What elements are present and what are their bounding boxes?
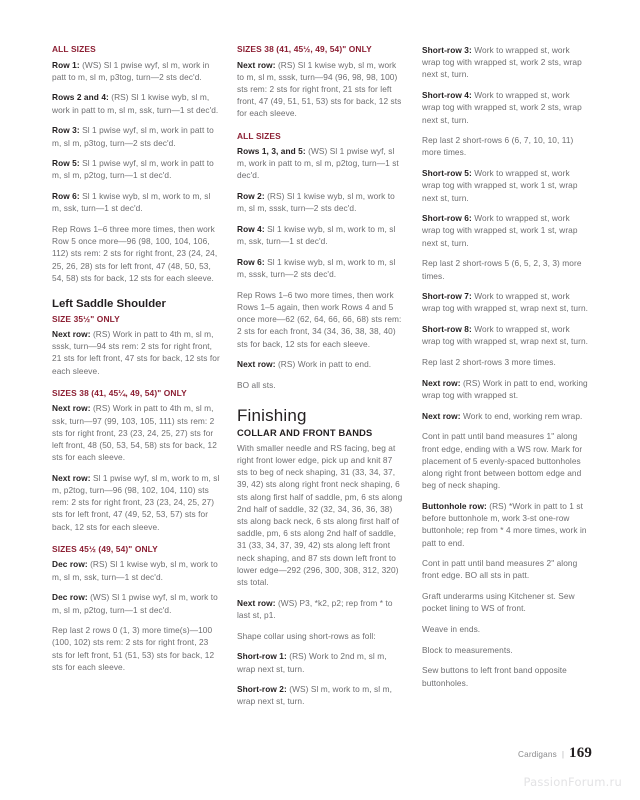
row-text: (WS) Sl 1 pwise wyf, sl m, work in patt to m, sl m, p3tog, turn—2 sts dec'd. (52, 59, 210, 82)
row-text: Work to wrapped st, work wrap tog with wrapped st, wrap next st, turn. (422, 324, 589, 347)
instruction-next-row-size35 (52, 328, 220, 377)
row-label: Rows 2 and 4: (52, 92, 109, 103)
row-label: Row 4: (237, 224, 265, 235)
instruction-next-row-sizes38 (237, 59, 405, 120)
instruction-collar-pickup (237, 442, 405, 588)
instruction-buttonhole-row (422, 500, 590, 549)
instruction-row-1 (52, 59, 220, 83)
heading-size-35: SIZE 35½" ONLY (52, 313, 120, 324)
three-column-layout (52, 44, 592, 734)
row-text: (RS) Sl 1 kwise wyb, sl m, work in patt to m, sl m, ssk, turn—1 st dec'd. (52, 92, 219, 115)
row-label: Next row: (52, 472, 91, 483)
instruction-next-row-rem-wrap (422, 410, 590, 422)
instruction-rows-1-3-5 (237, 145, 405, 182)
heading-sizes-45: SIZES 45½ (49, 54)" ONLY (52, 543, 158, 554)
row-label: Next row: (237, 597, 276, 608)
instruction-short-row-6 (422, 212, 590, 249)
instruction-next-row-ribbing (237, 597, 405, 621)
instruction-short-row-2 (237, 683, 405, 707)
row-label: Short-row 5: (422, 168, 472, 179)
instruction-repeat-rows (52, 223, 220, 284)
row-text: Sl 1 pwise wyf, sl m, work to m, sl m, p2tog, turn—96 (98, 102, 104, 110) sts rem: 2 sts for right front, 23 (23, 24, 25, 27) sts for left front, 47 (49, 52, 53, 57) sts for back, 12 sts for each sleeve. (52, 472, 220, 532)
row-label: Short-row 1: (237, 651, 287, 662)
instruction-row-4 (237, 223, 405, 247)
heading-all-sizes: ALL SIZES (52, 44, 96, 54)
row-text: With smaller needle and RS facing, beg at right front lower edge, pick up and knit 87 sts to beg of neck shaping, 31 (33, 34, 37, 39, 42) sts along right front neck shaping, 6 sts along first half of saddle, pm, 6 sts along 2nd half of saddle, 32 (32, 34, 36, 36, 38) sts along back neck, 6 sts along first half of saddle, pm, 6 sts along 2nd half of saddle, 31 (33, 34, 37, 39, 42) sts along left front neck shaping, and 87 sts down left front to lower edge—292 (296, 300, 308, 312, 320) sts total. (237, 442, 403, 587)
instruction-repeat-rows (237, 289, 405, 350)
row-text: Work to wrapped st, work wrap tog with wrapped st, work 2 sts, wrap next st, turn. (422, 45, 582, 80)
instruction-repeat-short-rows-2 (422, 257, 590, 281)
row-label: Rows 1, 3, and 5: (237, 146, 306, 157)
instruction-short-row-1 (237, 650, 405, 674)
instruction-short-row-5 (422, 167, 590, 204)
row-text: Cont in patt until band measures 1" along front edge, ending with a WS row. Mark for placement of 5 evenly-spaced buttonholes along right front between bottom edge and beg of neck shaping. (422, 431, 583, 491)
column-one (52, 44, 220, 734)
row-text: Rep last 2 short-rows 5 (6, 5, 2, 3, 3) more times. (422, 258, 582, 281)
page-footer (518, 745, 592, 762)
row-text: Sew buttons to left front band opposite buttonholes. (422, 665, 567, 688)
instruction-row-6 (237, 256, 405, 280)
row-text: (WS) Sl m, work to m, sl m, wrap next st, turn. (237, 684, 392, 707)
row-label: Next row: (422, 377, 461, 388)
instruction-weave-in-ends (422, 623, 590, 635)
page-number: 169 (569, 745, 592, 761)
row-text: (RS) Work in patt to 4th m, sl m, ssk, turn—97 (99, 103, 105, 111) sts rem: 2 sts for right front, 23 (23, 24, 25, 27) sts for left front, 48 (50, 53, 54, 58) sts for back, 12 sts for each sleeve. (52, 403, 217, 463)
instruction-next-row-sizes38-a (52, 402, 220, 463)
heading-collar-and-front-bands: COLLAR AND FRONT BANDS (237, 428, 373, 439)
heading-left-saddle-shoulder: Left Saddle Shoulder (52, 298, 166, 311)
row-text: (RS) Work in patt to end. (275, 359, 372, 370)
row-text: Rep last 2 short-rows 6 (6, 7, 10, 10, 11) more times. (422, 135, 574, 158)
instruction-sew-buttons (422, 664, 590, 688)
row-label: Short-row 7: (422, 291, 472, 302)
instruction-next-row-patt-to-end (237, 358, 405, 370)
instruction-dec-row-rs (52, 558, 220, 582)
row-text: Sl 1 kwise wyb, sl m, work to m, sl m, ssk, turn—1 st dec'd. (52, 191, 211, 214)
row-text: Work to wrapped st, work wrap tog with wrapped st, work 1 st, wrap next st, turn. (422, 213, 578, 248)
row-text: (WS) Sl 1 pwise wyf, sl m, work to m, sl m, p2tog, turn—1 st dec'd. (52, 592, 218, 615)
row-text: (RS) Work in patt to 4th m, sl m, sssk, turn—94 sts rem: 2 sts for right front, 21 sts for left front, 47 sts for back, 12 sts for each sleeve. (52, 329, 220, 376)
heading-sizes-38: SIZES 38 (41, 45½, 49, 54)" ONLY (237, 44, 372, 54)
heading-sizes-38: SIZES 38 (41, 45¼, 49, 54)" ONLY (52, 387, 187, 398)
row-label: Row 6: (237, 256, 265, 267)
row-text: Work to end, working rem wrap. (460, 410, 583, 421)
watermark: PassionForum.ru (523, 775, 622, 789)
footer-separator: | (561, 749, 565, 759)
row-label: Row 5: (52, 158, 80, 169)
row-text: Sl 1 kwise wyb, sl m, work to m, sl m, ssk, turn—1 st dec'd. (237, 224, 396, 247)
instruction-bind-off (237, 379, 405, 391)
instruction-row-3 (52, 124, 220, 148)
instruction-short-row-7 (422, 290, 590, 314)
row-text: (RS) Work in patt to end, working wrap tog with wrapped st. (422, 377, 588, 400)
row-text: Cont in patt until band measures 2" along front edge. BO all sts in patt. (422, 558, 578, 581)
instruction-next-row-wrap-tog (422, 377, 590, 401)
instruction-row-6 (52, 190, 220, 214)
row-label: Short-row 3: (422, 45, 472, 55)
row-label: Buttonhole row: (422, 500, 487, 511)
row-label: Row 6: (52, 191, 80, 202)
row-text: Sl 1 pwise wyf, sl m, work in patt to m, sl m, p2tog, turn—1 st dec'd. (52, 158, 214, 181)
instruction-block-to-measurements (422, 644, 590, 656)
row-label: Dec row: (52, 559, 88, 570)
column-three (422, 44, 590, 734)
instruction-row-2 (237, 190, 405, 214)
row-text: Rep last 2 short-rows 3 more times. (422, 357, 556, 368)
row-text: (WS) P3, *k2, p2; rep from * to last st, p1. (237, 597, 393, 620)
heading-finishing: Finishing (237, 406, 307, 426)
row-text: (RS) Work to 2nd m, sl m, wrap next st, turn. (237, 651, 387, 674)
instruction-short-row-3 (422, 44, 590, 81)
row-label: Row 3: (52, 125, 80, 136)
row-text: BO all sts. (237, 380, 276, 391)
row-label: Next row: (237, 59, 276, 70)
row-text: (RS) Sl 1 kwise wyb, sl m, work to m, sl m, sssk, turn—2 sts dec'd. (237, 191, 395, 214)
row-text: Sl 1 kwise wyb, sl m, work to m, sl m, sssk, turn—2 sts dec'd. (237, 256, 396, 280)
instruction-cont-band-1-inch (422, 430, 590, 491)
row-text: Sl 1 pwise wyf, sl m, work in patt to m, sl m, p3tog, turn—2 sts dec'd. (52, 125, 214, 148)
row-label: Row 1: (52, 59, 80, 70)
row-text: Work to wrapped st, work wrap tog with wrapped st, wrap next st, turn. (422, 291, 589, 314)
instruction-row-5 (52, 157, 220, 181)
row-label: Next row: (52, 403, 91, 414)
row-text: Weave in ends. (422, 624, 481, 635)
heading-all-sizes: ALL SIZES (237, 130, 281, 141)
instruction-shape-collar (237, 630, 405, 642)
row-text: Graft underarms using Kitchener st. Sew pocket lining to WS of front. (422, 591, 575, 614)
row-label: Row 2: (237, 191, 265, 202)
instruction-next-row-sizes38-b (52, 472, 220, 533)
row-text: (RS) Sl 1 kwise wyb, sl m, work to m, sl m, ssk, turn—1 st dec'd. (52, 559, 218, 582)
row-text: Rep Rows 1–6 two more times, then work Rows 1–5 again, then work Rows 4 and 5 once more—62 (62, 64, 66, 66, 68) sts rem: 2 sts for each front, 34 (34, 36, 38, 38, 40) sts for back, 12 sts for each sleeve. (237, 289, 402, 349)
row-label: Short-row 4: (422, 90, 472, 101)
row-text: (RS) *Work in patt to 1 st before buttonhole m, work 3-st one-row buttonhole; rep from * 4 more times, work in patt to end. (422, 500, 587, 548)
instruction-repeat-last-2-rows (52, 624, 220, 673)
row-text: Rep Rows 1–6 three more times, then work Row 5 once more—96 (98, 100, 104, 106, 112) sts rem: 2 sts for right front, 23 (24, 24, 25, 26, 28) sts for left front, 47 (48, 50, 53, 54, 58) sts for back, 12 sts for each sleeve. (52, 224, 218, 283)
instruction-dec-row-ws (52, 591, 220, 615)
row-label: Next row: (52, 329, 91, 340)
instruction-repeat-short-rows-1 (422, 134, 590, 158)
row-text: Work to wrapped st, work wrap tog with wrapped st, work 2 sts, wrap next st, turn. (422, 90, 582, 125)
instruction-short-row-4 (422, 89, 590, 126)
row-text: (RS) Sl 1 kwise wyb, sl m, work to m, sl m, sssk, turn—94 (96, 98, 98, 100) sts rem: 2 sts for right front, 21 sts for left front, 47 (49, 51, 51, 53) sts for back, 12 sts for each sleeve. (237, 59, 402, 119)
row-label: Next row: (237, 359, 276, 370)
row-text: (WS) Sl 1 pwise wyf, sl m, work in patt to m, sl m, p2tog, turn—1 st dec'd. (237, 146, 399, 181)
row-label: Short-row 2: (237, 684, 287, 695)
row-text: Work to wrapped st, work wrap tog with wrapped st, work 1 st, wrap next st, turn. (422, 168, 578, 203)
instruction-rows-2-and-4 (52, 91, 220, 115)
column-two (237, 44, 405, 734)
row-text: Rep last 2 rows 0 (1, 3) more time(s)—100 (100, 102) sts rem: 2 sts for right front, 23 sts for left front, 51 (51, 53) sts for back, 12 sts for each sleeve. (52, 625, 215, 672)
instruction-repeat-short-rows-3 (422, 356, 590, 368)
row-text: Shape collar using short-rows as foll: (237, 630, 376, 641)
row-label: Dec row: (52, 592, 88, 603)
row-text: Block to measurements. (422, 644, 513, 655)
instruction-cont-band-2-inch (422, 557, 590, 581)
row-label: Short-row 8: (422, 324, 472, 335)
row-label: Short-row 6: (422, 213, 472, 224)
instruction-graft-underarms (422, 590, 590, 614)
row-label: Next row: (422, 410, 461, 421)
footer-section-label: Cardigans (518, 750, 557, 759)
instruction-short-row-8 (422, 323, 590, 347)
